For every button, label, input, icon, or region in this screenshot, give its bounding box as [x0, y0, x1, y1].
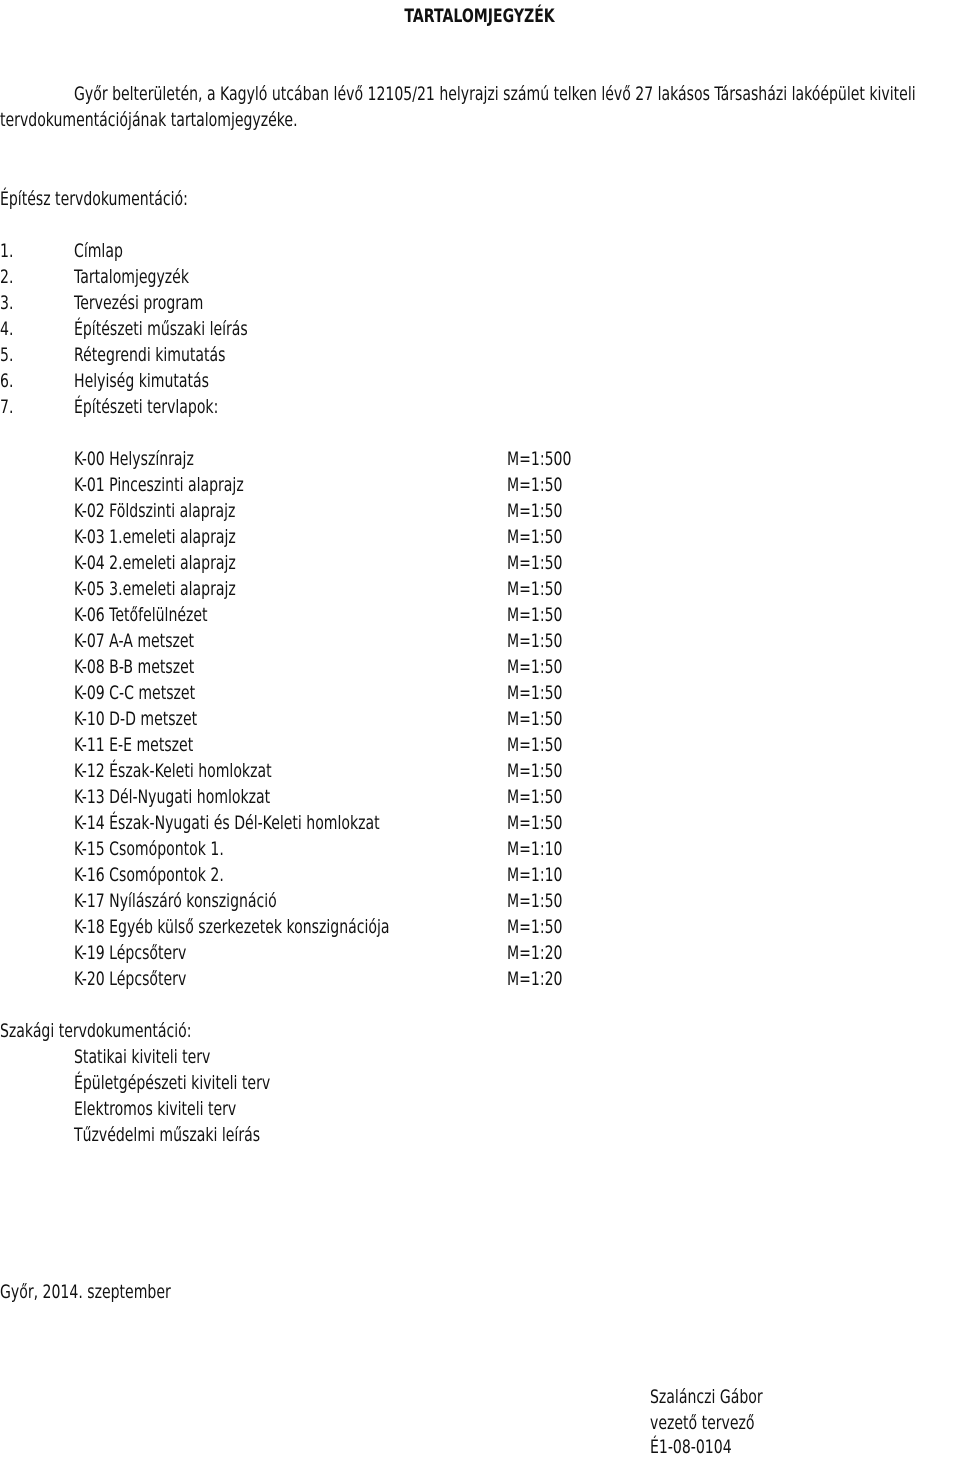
drawing-label: K-14 Észak-Nyugati és Dél-Keleti homlokzat — [74, 812, 380, 834]
drawing-scale: M=1:50 — [507, 812, 563, 834]
drawing-label: K-13 Dél-Nyugati homlokzat — [74, 786, 271, 808]
list-item — [74, 1096, 293, 1122]
document-title — [0, 3, 960, 29]
drawing-scale: M=1:50 — [507, 630, 563, 652]
list-item-label: Építészeti műszaki leírás — [74, 318, 248, 340]
list-item-label: Statikai kiviteli terv — [74, 1046, 211, 1068]
list-item-number: 6. — [0, 370, 14, 392]
drawing-label: K-03 1.emeleti alaprajz — [74, 526, 236, 548]
drawing-scale: M=1:50 — [507, 474, 563, 496]
intro-line-2-text: tervdokumentációjának tartalomjegyzéke. — [0, 109, 298, 131]
list-item-label: Épületgépészeti kiviteli terv — [74, 1072, 271, 1094]
drawing-scale: M=1:20 — [507, 968, 563, 990]
list-item-label: Címlap — [74, 240, 123, 262]
list-item-number: 4. — [0, 318, 14, 340]
list-item-number: 1. — [0, 240, 14, 262]
list-item-label: Tartalomjegyzék — [74, 266, 189, 288]
specialist-heading-text: Szakági tervdokumentáció: — [0, 1020, 192, 1042]
list-item-number: 2. — [0, 266, 14, 288]
signature-name — [650, 1384, 802, 1410]
architectural-heading-text: Építész tervdokumentáció: — [0, 188, 188, 210]
drawing-scale: M=1:50 — [507, 890, 563, 912]
list-item-label: Tűzvédelmi műszaki leírás — [74, 1124, 261, 1146]
drawing-scale: M=1:50 — [507, 656, 563, 678]
drawing-label: K-00 Helyszínrajz — [74, 448, 194, 470]
signature-license — [650, 1434, 760, 1460]
drawing-label: K-06 Tetőfelülnézet — [74, 604, 208, 626]
drawing-scale: M=1:50 — [507, 786, 563, 808]
drawing-scale: M=1:50 — [507, 760, 563, 782]
drawing-label: K-02 Földszinti alaprajz — [74, 500, 236, 522]
list-item-number: 7. — [0, 396, 14, 418]
drawing-scale: M=1:10 — [507, 864, 563, 886]
drawing-scale: M=1:500 — [507, 448, 572, 470]
document-title-text: TARTALOMJEGYZÉK — [404, 5, 556, 27]
signature-role-text: vezető tervező — [650, 1412, 755, 1434]
list-item-number: 5. — [0, 344, 14, 366]
drawing-label: K-10 D-D metszet — [74, 708, 198, 730]
drawing-label: K-09 C-C metszet — [74, 682, 196, 704]
place-date — [0, 1279, 231, 1305]
intro-line-2 — [0, 107, 402, 133]
drawing-scale: M=1:50 — [507, 526, 563, 548]
drawing-label: K-18 Egyéb külső szerkezetek konszignációja — [74, 916, 390, 938]
drawing-scale: M=1:10 — [507, 838, 563, 860]
drawing-label: K-07 A-A metszet — [74, 630, 195, 652]
signature-name-text: Szalánczi Gábor — [650, 1386, 763, 1408]
list-item-number: 3. — [0, 292, 14, 314]
drawing-scale: M=1:50 — [507, 604, 563, 626]
place-date-text: Győr, 2014. szeptember — [0, 1281, 171, 1303]
drawing-label: K-17 Nyílászáró konszignáció — [74, 890, 277, 912]
list-item-label: Elektromos kiviteli terv — [74, 1098, 237, 1120]
list-item — [74, 1044, 258, 1070]
intro-line-1-text: Győr belterületén, a Kagyló utcában lévő 12105/21 helyrajzi számú telken lévő 27 lakásos Társasházi lakóépület kiviteli — [74, 83, 916, 105]
list-item — [74, 1070, 339, 1096]
drawing-label: K-16 Csomópontok 2. — [74, 864, 224, 886]
list-item-label: Helyiség kimutatás — [74, 370, 209, 392]
drawing-label: K-01 Pinceszinti alaprajz — [74, 474, 244, 496]
specialist-heading — [0, 1018, 259, 1044]
drawing-scale: M=1:50 — [507, 682, 563, 704]
drawing-label: K-08 B-B metszet — [74, 656, 195, 678]
drawing-scale: M=1:50 — [507, 552, 563, 574]
list-item-label: Rétegrendi kimutatás — [74, 344, 226, 366]
drawing-label: K-05 3.emeleti alaprajz — [74, 578, 236, 600]
list-item-label: Építészeti tervlapok: — [74, 396, 219, 418]
drawing-label: K-15 Csomópontok 1. — [74, 838, 224, 860]
drawing-scale: M=1:50 — [507, 734, 563, 756]
drawing-label: K-12 Észak-Keleti homlokzat — [74, 760, 272, 782]
drawing-scale: M=1:50 — [507, 708, 563, 730]
drawing-label: K-11 E-E metszet — [74, 734, 194, 756]
list-item-label: Tervezési program — [74, 292, 204, 314]
drawing-scale: M=1:20 — [507, 942, 563, 964]
drawing-scale: M=1:50 — [507, 578, 563, 600]
architectural-heading — [0, 186, 254, 212]
signature-license-text: É1-08-0104 — [650, 1436, 732, 1458]
drawing-label: K-04 2.emeleti alaprajz — [74, 552, 236, 574]
drawing-scale: M=1:50 — [507, 500, 563, 522]
list-item — [74, 1122, 325, 1148]
intro-line-1 — [74, 81, 960, 107]
drawing-label: K-20 Lépcsőterv — [74, 968, 187, 990]
drawing-scale: M=1:50 — [507, 916, 563, 938]
drawing-label: K-19 Lépcsőterv — [74, 942, 187, 964]
signature-role — [650, 1410, 791, 1436]
